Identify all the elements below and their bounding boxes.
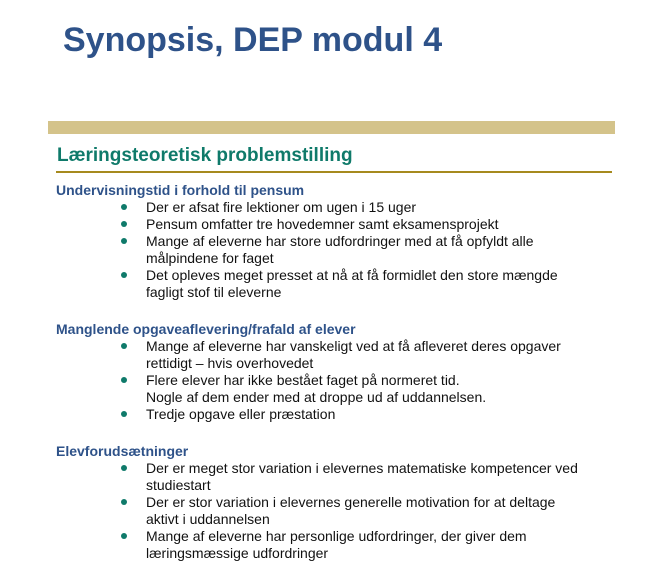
bullet-list [56,199,646,301]
bullet-icon [121,238,127,244]
bullet-icon [121,465,127,471]
group-prerequisites [56,442,646,562]
bullet-list [56,338,646,423]
list-item [56,338,646,372]
list-item [56,528,646,562]
bullet-text: Mange af eleverne har vanskeligt ved at få afleveret deres opgaver rettidigt – hvis overhovedet [146,338,561,371]
list-item [56,233,646,267]
list-item [56,267,646,301]
bullet-text: Mange af eleverne har store udfordringer med at få opfyldt alle målpindene for faget [146,233,534,266]
decorative-band [48,121,615,134]
bullet-text: Der er meget stor variation i elevernes matematiske kompetencer ved studiestart [146,460,578,493]
group-heading: Manglende opgaveaflevering/frafald af elever [56,321,356,337]
bullet-text: Tredje opgave eller præstation [146,406,336,422]
bullet-text: Det opleves meget presset at nå at få formidlet den store mængde fagligt stof til eleverne [146,267,558,300]
bullet-icon [121,411,127,417]
group-dropout [56,320,646,423]
list-item [56,216,646,233]
content-area [56,181,646,581]
bullet-text: Der er stor variation i elevernes generelle motivation for at deltage aktivt i uddannelsen [146,494,556,527]
group-heading: Undervisningstid i forhold til pensum [56,182,305,198]
list-item [56,406,646,423]
bullet-icon [121,343,127,349]
bullet-text: Der er afsat fire lektioner om ugen i 15 uger [146,199,417,215]
section-divider [56,171,612,173]
list-item [56,372,646,406]
bullet-icon [121,272,127,278]
bullet-icon [121,204,127,210]
bullet-text: Mange af eleverne har personlige udfordringer, der giver dem læringsmæssige udfordringer [146,528,527,561]
bullet-icon [121,377,127,383]
list-item [56,199,646,216]
group-heading: Elevforudsætninger [56,443,189,459]
bullet-text: Flere elever har ikke bestået faget på normeret tid. Nogle af dem ender med at droppe ud af uddannelsen. [146,372,487,405]
slide-title: Synopsis, DEP modul 4 [63,21,443,59]
list-item [56,494,646,528]
section-heading: Læringsteoretisk problemstilling [57,145,353,166]
bullet-icon [121,499,127,505]
bullet-icon [121,533,127,539]
bullet-icon [121,221,127,227]
bullet-text: Pensum omfatter tre hovedemner samt eksamensprojekt [146,216,499,232]
bullet-list [56,460,646,562]
group-teaching-time [56,181,646,301]
list-item [56,460,646,494]
